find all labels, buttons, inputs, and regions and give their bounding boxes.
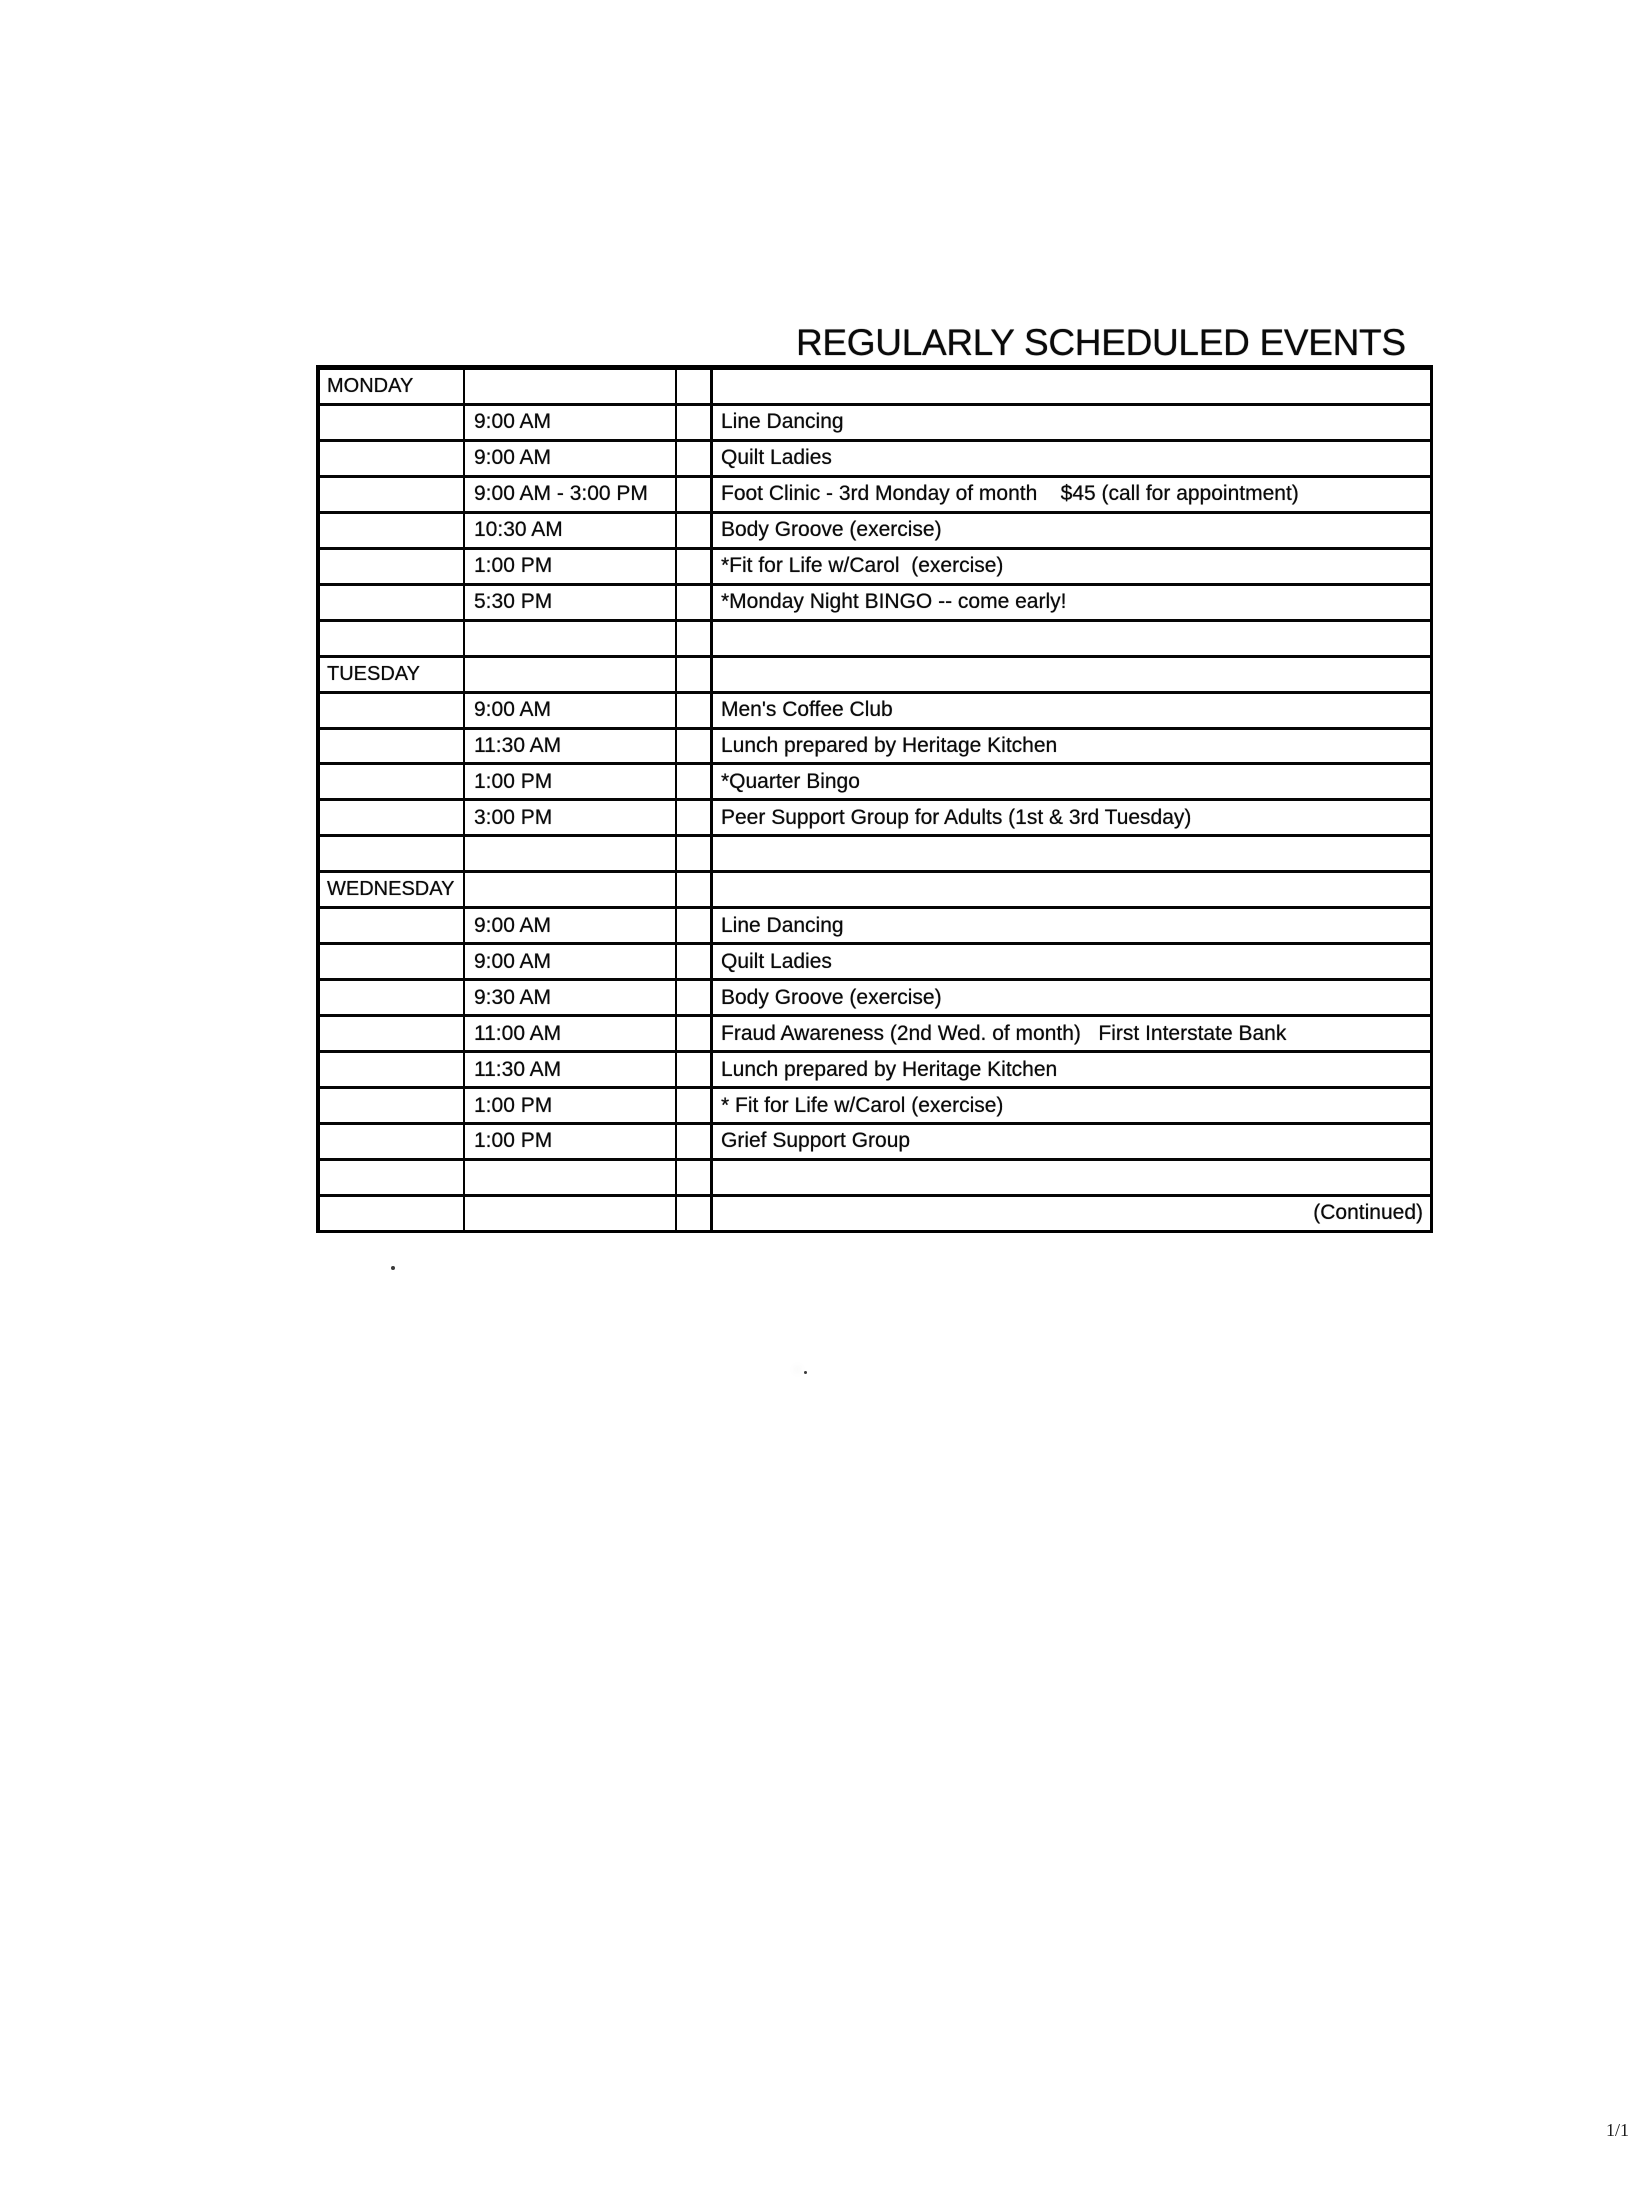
table-row bbox=[320, 1089, 1430, 1125]
time-cell: 11:00 AM bbox=[465, 1017, 677, 1050]
day-cell bbox=[320, 1089, 465, 1122]
event-cell bbox=[713, 873, 1430, 906]
spacer-cell bbox=[677, 1161, 713, 1194]
spacer-cell bbox=[677, 765, 713, 798]
table-row bbox=[320, 478, 1430, 514]
continued-label: (Continued) bbox=[1313, 1201, 1423, 1225]
day-cell bbox=[320, 730, 465, 763]
spacer-cell bbox=[677, 442, 713, 475]
event-cell: Line Dancing bbox=[721, 410, 844, 434]
day-cell: WEDNESDAY bbox=[320, 873, 465, 906]
spacer-cell bbox=[677, 1089, 713, 1122]
time-cell bbox=[465, 873, 677, 906]
event-cell: Peer Support Group for Adults (1st & 3rd Tuesday) bbox=[721, 805, 1192, 829]
table-row bbox=[320, 909, 1430, 945]
spacer-cell bbox=[677, 622, 713, 655]
day-cell bbox=[320, 478, 465, 511]
spacer-cell bbox=[677, 694, 713, 727]
table-row bbox=[320, 694, 1430, 730]
spacer-cell bbox=[677, 586, 713, 619]
time-cell: 9:00 AM - 3:00 PM bbox=[465, 478, 677, 511]
event-cell: Foot Clinic - 3rd Monday of month $45 (call for appointment) bbox=[721, 482, 1299, 506]
time-cell: 1:00 PM bbox=[465, 1125, 677, 1158]
spacer-cell bbox=[677, 1053, 713, 1086]
time-cell bbox=[465, 1161, 677, 1194]
table-row bbox=[320, 442, 1430, 478]
day-cell bbox=[320, 1053, 465, 1086]
row-continued-note bbox=[320, 1197, 1430, 1230]
event-cell: Line Dancing bbox=[721, 913, 844, 937]
day-cell bbox=[320, 945, 465, 978]
time-cell: 3:00 PM bbox=[465, 801, 677, 834]
day-cell bbox=[320, 837, 465, 870]
spacer-cell bbox=[677, 730, 713, 763]
table-row bbox=[320, 945, 1430, 981]
day-cell bbox=[320, 442, 465, 475]
table-row bbox=[320, 801, 1430, 837]
day-cell bbox=[320, 586, 465, 619]
time-cell: 10:30 AM bbox=[465, 514, 677, 547]
scan-artifact-dot bbox=[804, 1371, 807, 1374]
time-cell bbox=[465, 1197, 677, 1230]
spacer-cell bbox=[677, 406, 713, 439]
spacer-cell bbox=[677, 801, 713, 834]
day-cell bbox=[320, 514, 465, 547]
day-cell bbox=[320, 550, 465, 583]
page-title: REGULARLY SCHEDULED EVENTS bbox=[796, 322, 1406, 363]
day-cell bbox=[320, 1197, 465, 1230]
time-cell bbox=[465, 622, 677, 655]
day-cell bbox=[320, 1161, 465, 1194]
time-cell bbox=[465, 370, 677, 403]
event-cell: Body Groove (exercise) bbox=[721, 985, 942, 1009]
table-row bbox=[320, 765, 1430, 801]
spacer-cell bbox=[677, 873, 713, 906]
scan-artifact-dot bbox=[391, 1266, 395, 1270]
time-cell: 1:00 PM bbox=[465, 1089, 677, 1122]
event-cell: *Quarter Bingo bbox=[721, 769, 860, 793]
events-schedule-table bbox=[316, 365, 1433, 1233]
row-tuesday-header bbox=[320, 658, 1430, 694]
day-cell: MONDAY bbox=[320, 370, 465, 403]
event-cell bbox=[713, 370, 1430, 403]
spacer-cell bbox=[677, 981, 713, 1014]
table-row bbox=[320, 730, 1430, 766]
event-cell: * Fit for Life w/Carol (exercise) bbox=[721, 1093, 1004, 1117]
spacer-cell bbox=[677, 945, 713, 978]
spacer-cell bbox=[677, 514, 713, 547]
event-cell: Lunch prepared by Heritage Kitchen bbox=[721, 1057, 1058, 1081]
empty-row bbox=[320, 622, 1430, 658]
event-cell: Grief Support Group bbox=[721, 1129, 911, 1153]
table-row bbox=[320, 1017, 1430, 1053]
table-row bbox=[320, 586, 1430, 622]
spacer-cell bbox=[677, 909, 713, 942]
empty-row bbox=[320, 1161, 1430, 1197]
time-cell: 5:30 PM bbox=[465, 586, 677, 619]
event-cell: *Monday Night BINGO -- come early! bbox=[721, 590, 1067, 614]
day-cell bbox=[320, 765, 465, 798]
day-cell bbox=[320, 406, 465, 439]
event-cell: Lunch prepared by Heritage Kitchen bbox=[721, 734, 1058, 757]
event-cell bbox=[713, 658, 1430, 691]
day-cell bbox=[320, 1125, 465, 1158]
day-cell bbox=[320, 1017, 465, 1050]
day-cell bbox=[320, 801, 465, 834]
table-row bbox=[320, 1053, 1430, 1089]
event-cell: Men's Coffee Club bbox=[721, 698, 893, 722]
time-cell: 9:00 AM bbox=[465, 694, 677, 727]
table-row bbox=[320, 550, 1430, 586]
day-cell bbox=[320, 981, 465, 1014]
spacer-cell bbox=[677, 370, 713, 403]
spacer-cell bbox=[677, 550, 713, 583]
row-wednesday-header bbox=[320, 873, 1430, 909]
time-cell: 9:00 AM bbox=[465, 945, 677, 978]
empty-row bbox=[320, 837, 1430, 873]
time-cell: 1:00 PM bbox=[465, 550, 677, 583]
time-cell: 1:00 PM bbox=[465, 765, 677, 798]
row-monday-header bbox=[320, 370, 1430, 406]
time-cell: 11:30 AM bbox=[465, 730, 677, 763]
spacer-cell bbox=[677, 1197, 713, 1230]
event-cell bbox=[713, 622, 1430, 655]
event-cell: *Fit for Life w/Carol (exercise) bbox=[721, 554, 1004, 578]
table-row bbox=[320, 514, 1430, 550]
day-cell bbox=[320, 694, 465, 727]
table-row bbox=[320, 1125, 1430, 1161]
spacer-cell bbox=[677, 658, 713, 691]
event-cell: Quilt Ladies bbox=[721, 949, 832, 973]
time-cell bbox=[465, 658, 677, 691]
event-cell: Fraud Awareness (2nd Wed. of month) First Interstate Bank bbox=[721, 1021, 1287, 1045]
table-row bbox=[320, 406, 1430, 442]
time-cell bbox=[465, 837, 677, 870]
day-cell: TUESDAY bbox=[320, 658, 465, 691]
time-cell: 9:00 AM bbox=[465, 442, 677, 475]
event-cell bbox=[713, 1161, 1430, 1194]
table-row bbox=[320, 981, 1430, 1017]
day-cell bbox=[320, 909, 465, 942]
time-cell: 9:00 AM bbox=[465, 406, 677, 439]
time-cell: 11:30 AM bbox=[465, 1053, 677, 1086]
page-number: 1/1 bbox=[1606, 2120, 1630, 2140]
spacer-cell bbox=[677, 1125, 713, 1158]
event-cell: Body Groove (exercise) bbox=[721, 518, 942, 542]
time-cell: 9:30 AM bbox=[465, 981, 677, 1014]
spacer-cell bbox=[677, 837, 713, 870]
time-cell: 9:00 AM bbox=[465, 909, 677, 942]
spacer-cell bbox=[677, 478, 713, 511]
day-cell bbox=[320, 622, 465, 655]
event-cell: Quilt Ladies bbox=[721, 446, 832, 470]
event-cell bbox=[713, 837, 1430, 870]
spacer-cell bbox=[677, 1017, 713, 1050]
